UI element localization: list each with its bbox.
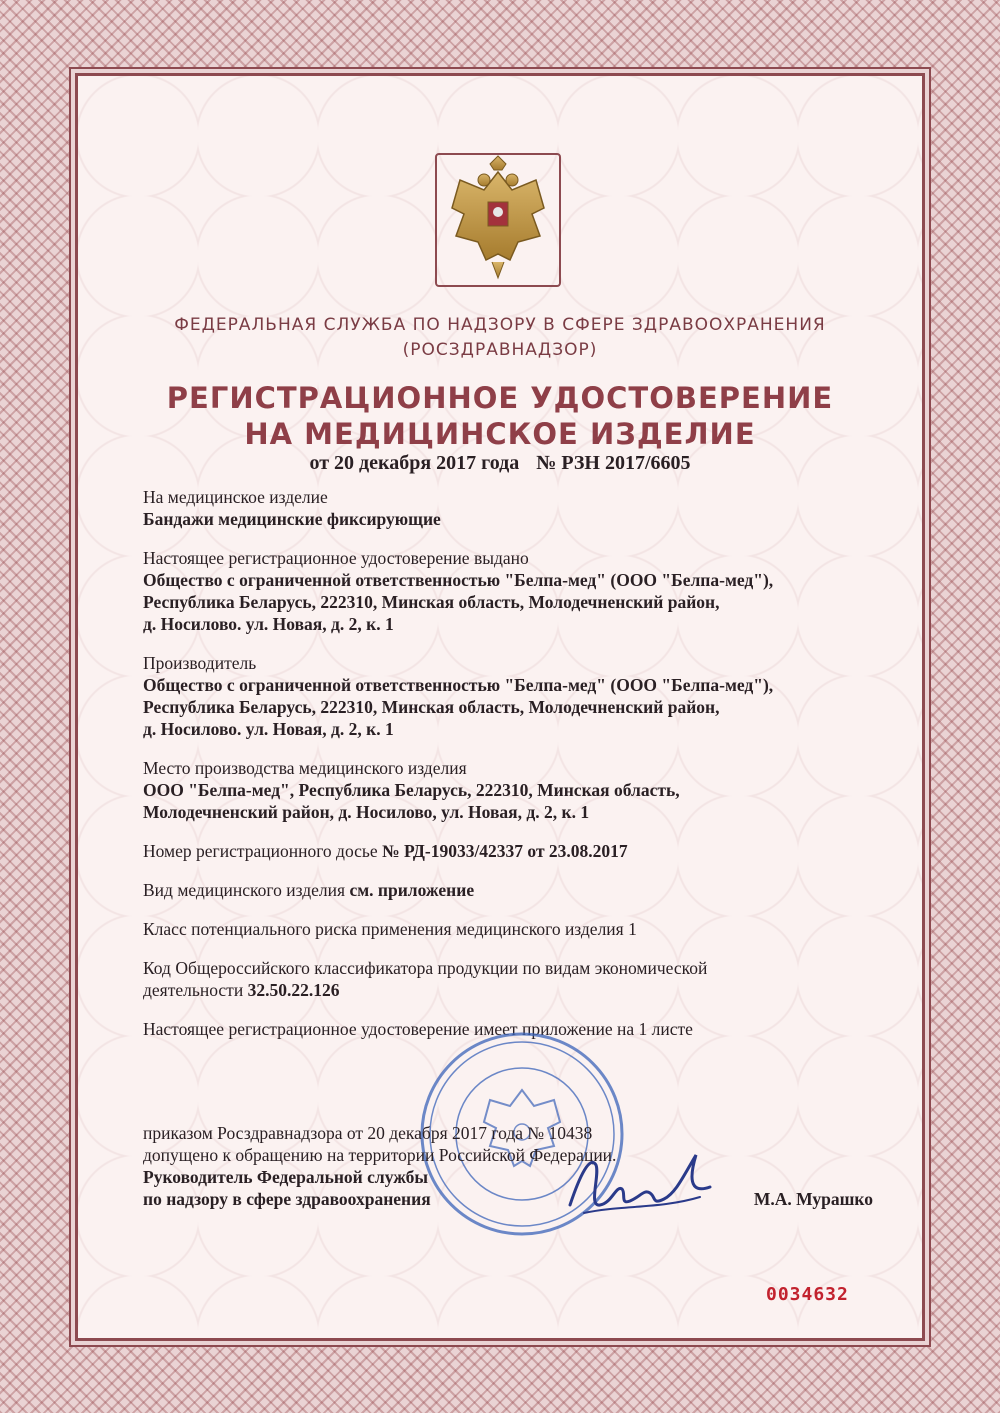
production-site-line: Молодечненский район, д. Носилово, ул. Новая, д. 2, к. 1 <box>143 802 590 822</box>
holder-line: Общество с ограниченной ответственностью "Белпа-мед" (ООО "Белпа-мед"), <box>143 570 774 590</box>
device-label: На медицинское изделие <box>143 487 328 507</box>
okpd-label: Код Общероссийского классификатора продукции по видам экономической <box>143 958 708 978</box>
okpd-label-cont: деятельности <box>143 980 244 1000</box>
okpd-code: 32.50.22.126 <box>247 980 340 1000</box>
coat-of-arms-icon <box>434 150 562 290</box>
holder-section <box>143 547 873 635</box>
holder-line: д. Носилово. ул. Новая, д. 2, к. 1 <box>143 614 394 634</box>
device-type-section <box>143 879 873 901</box>
risk-class: Класс потенциального риска применения медицинского изделия 1 <box>143 919 637 939</box>
order-line: приказом Росздравнадзора от 20 декабря 2017 года № 10438 <box>143 1123 593 1143</box>
issue-line <box>0 452 1000 475</box>
manufacturer-line: Республика Беларусь, 222310, Минская область, Молодечненский район, <box>143 697 720 717</box>
certificate-title: РЕГИСТРАЦИОННОЕ УДОСТОВЕРЕНИЕ <box>166 381 834 415</box>
dossier-section <box>143 840 873 862</box>
signatory-title: Руководитель Федеральной службы <box>143 1167 429 1187</box>
device-section <box>143 486 873 530</box>
certificate-subtitle: НА МЕДИЦИНСКОЕ ИЗДЕЛИЕ <box>244 417 756 451</box>
agency-abbreviation: (РОСЗДРАВНАДЗОР) <box>402 340 598 360</box>
production-site-label: Место производства медицинского изделия <box>143 758 467 778</box>
dossier-number: № РД-19033/42337 от 23.08.2017 <box>382 841 628 861</box>
manufacturer-line: Общество с ограниченной ответственностью "Белпа-мед" (ООО "Белпа-мед"), <box>143 675 774 695</box>
certificate-body <box>143 486 873 1057</box>
okpd-section <box>143 957 873 1001</box>
approval-block <box>143 1122 873 1210</box>
device-type-label: Вид медицинского изделия <box>143 880 346 900</box>
serial-number: 0034632 <box>766 1284 849 1305</box>
manufacturer-label: Производитель <box>143 653 257 673</box>
holder-label: Настоящее регистрационное удостоверение выдано <box>143 548 529 568</box>
appendix-note: Настоящее регистрационное удостоверение имеет приложение на 1 листе <box>143 1019 693 1039</box>
holder-line: Республика Беларусь, 222310, Минская область, Молодечненский район, <box>143 592 720 612</box>
handwritten-signature <box>560 1135 720 1225</box>
registration-number: № РЗН 2017/6605 <box>536 452 691 474</box>
issue-date: от 20 декабря 2017 года <box>309 452 520 474</box>
device-type-value: см. приложение <box>349 880 475 900</box>
manufacturer-line: д. Носилово. ул. Новая, д. 2, к. 1 <box>143 719 394 739</box>
signatory-title: по надзору в сфере здравоохранения <box>143 1189 431 1209</box>
agency-name: ФЕДЕРАЛЬНАЯ СЛУЖБА ПО НАДЗОРУ В СФЕРЕ ЗДРАВООХРАНЕНИЯ <box>174 315 826 335</box>
order-line: допущено к обращению на территории Российской Федерации. <box>143 1145 617 1165</box>
device-name: Бандажи медицинские фиксирующие <box>143 509 441 529</box>
production-site-line: ООО "Белпа-мед", Республика Беларусь, 222310, Минская область, <box>143 780 680 800</box>
dossier-label: Номер регистрационного досье <box>143 841 378 861</box>
signatory-name: М.А. Мурашко <box>753 1189 873 1209</box>
manufacturer-section <box>143 652 873 740</box>
production-site-section <box>143 757 873 823</box>
